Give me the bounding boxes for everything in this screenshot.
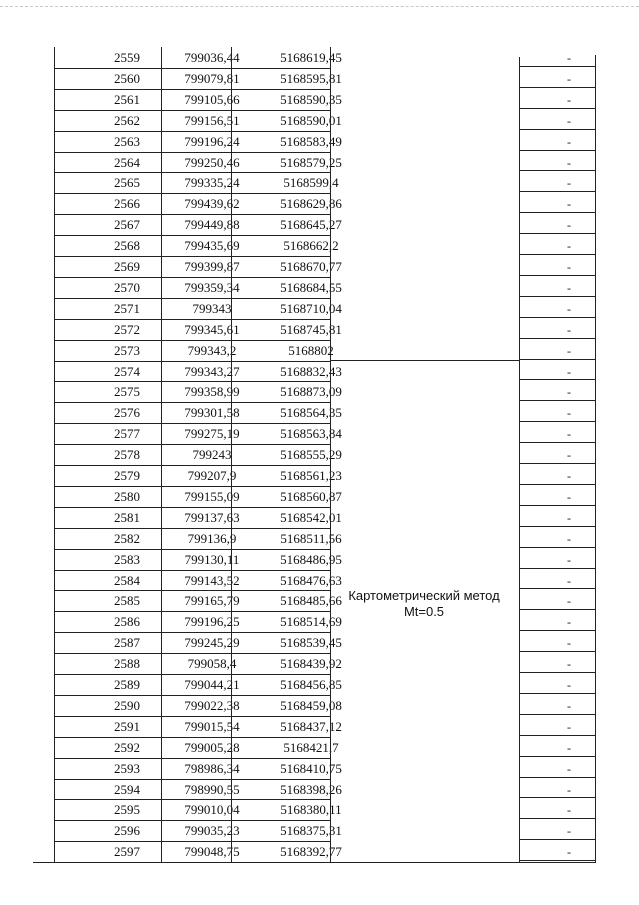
coordinate-y: 5168456,85	[280, 677, 342, 692]
row-divider-right	[519, 756, 596, 757]
row-divider-right	[519, 860, 596, 861]
row-divider-right	[519, 317, 596, 318]
coordinate-y: 5168539,45	[280, 635, 342, 651]
row-divider-right	[519, 191, 596, 192]
coordinate-x: 799250,46	[184, 154, 240, 170]
table-row	[33, 214, 596, 235]
table-row	[33, 820, 596, 841]
coordinate-y: 5168745,81	[280, 321, 342, 337]
row-divider	[54, 277, 330, 278]
table-row	[33, 841, 596, 862]
row-divider-right	[519, 818, 596, 819]
table-row	[33, 235, 596, 256]
coordinate-x: 799010,04	[184, 802, 240, 818]
dash-value: -	[567, 343, 571, 358]
row-divider-right	[519, 777, 596, 778]
table-row	[33, 381, 596, 402]
point-number: 2566	[114, 196, 140, 212]
row-divider-right	[519, 693, 596, 694]
dash-value: -	[567, 531, 571, 546]
row-divider-right	[519, 296, 596, 297]
row-divider-right	[519, 254, 596, 255]
point-number: 2563	[114, 133, 140, 149]
row-divider	[54, 653, 330, 654]
row-divider-right	[519, 87, 596, 88]
point-number: 2590	[114, 697, 140, 713]
table-row	[33, 444, 596, 465]
row-divider-right	[519, 338, 596, 339]
coordinate-y: 5168486,95	[280, 551, 342, 567]
coordinate-x: 799022,38	[184, 697, 240, 713]
dash-value: -	[567, 364, 571, 379]
dash-value: -	[567, 761, 571, 776]
dash-value: -	[567, 803, 571, 818]
coordinate-y: 5168437,12	[280, 718, 342, 734]
coordinate-x: 799245,29	[184, 635, 240, 651]
dash-value: -	[567, 678, 571, 692]
point-number: 2560	[114, 70, 140, 86]
row-divider	[54, 68, 330, 69]
table-row	[33, 131, 596, 152]
coordinate-x: 799345,61	[184, 321, 240, 337]
table-row	[33, 172, 596, 193]
dash-value: -	[567, 134, 571, 149]
row-divider	[54, 695, 330, 696]
column-border-right	[595, 55, 596, 862]
row-divider-right	[519, 526, 596, 527]
table-row	[33, 528, 596, 549]
coordinate-y: 5168583,49	[280, 133, 342, 149]
row-divider-right	[519, 672, 596, 673]
row-divider-right	[519, 463, 596, 464]
coordinate-y: 5168439,92	[280, 656, 342, 672]
row-divider-right	[519, 630, 596, 631]
row-divider	[54, 444, 330, 445]
table-row	[33, 716, 596, 737]
table-row	[33, 152, 596, 173]
coordinate-y: 5168590,01	[280, 112, 342, 128]
dash-value: -	[567, 636, 571, 651]
row-divider-right	[519, 129, 596, 130]
coordinate-y: 5168802	[288, 342, 334, 358]
point-number: 2593	[114, 760, 140, 776]
row-divider-right	[519, 505, 596, 506]
dash-value: -	[567, 573, 571, 588]
coordinate-x: 799243	[192, 447, 232, 463]
dash-value: -	[567, 448, 571, 463]
table-row	[33, 110, 596, 131]
row-divider	[54, 131, 330, 132]
dash-value: -	[567, 510, 571, 525]
row-divider	[54, 214, 330, 215]
dash-value: -	[567, 406, 571, 421]
coordinate-y: 5168684,55	[280, 279, 342, 295]
row-divider	[54, 507, 330, 508]
row-divider	[54, 716, 330, 717]
dash-value: -	[567, 657, 571, 672]
coordinate-y: 5168380,11	[280, 802, 342, 818]
row-divider-right	[519, 484, 596, 485]
point-number: 2589	[114, 677, 140, 692]
column-border-y	[330, 47, 331, 862]
row-divider-right	[519, 588, 596, 589]
coordinate-x: 799136,9	[187, 530, 237, 546]
dash-value: -	[567, 301, 571, 316]
dash-value: -	[567, 176, 571, 191]
row-divider	[54, 402, 330, 403]
point-number: 2572	[114, 321, 140, 337]
row-divider	[54, 611, 330, 612]
coordinate-y: 5168511,56	[280, 530, 342, 546]
point-number: 2584	[114, 572, 140, 588]
coordinate-x: 798986,34	[184, 760, 240, 776]
point-number: 2582	[114, 530, 140, 546]
row-divider	[54, 570, 330, 571]
coordinate-x: 799036,44	[184, 50, 240, 65]
point-number: 2567	[114, 217, 140, 233]
coordinate-x: 799143,52	[184, 572, 240, 588]
point-number: 2581	[114, 509, 140, 525]
row-divider	[54, 486, 330, 487]
row-divider	[54, 841, 330, 842]
point-number: 2561	[114, 91, 140, 107]
method-section-divider	[330, 360, 519, 361]
coordinate-x: 799207,9	[187, 468, 237, 483]
dash-value: -	[567, 280, 571, 295]
row-divider	[54, 737, 330, 738]
dash-value: -	[567, 698, 571, 713]
column-border-left	[54, 47, 55, 862]
coordinate-y: 5168555,29	[280, 447, 342, 463]
dash-value: -	[567, 260, 571, 274]
row-divider	[54, 235, 330, 236]
table-row	[33, 632, 596, 653]
row-divider-right	[519, 150, 596, 151]
table-row	[33, 549, 596, 570]
row-divider-right	[519, 651, 596, 652]
coordinate-x: 799439,62	[184, 196, 240, 212]
coordinate-y: 5168662,2	[283, 238, 339, 254]
point-number: 2580	[114, 488, 140, 504]
dash-value: -	[567, 615, 571, 630]
row-divider	[54, 298, 330, 299]
row-divider	[54, 89, 330, 90]
point-number: 2576	[114, 405, 140, 421]
coordinate-y: 5168645,27	[280, 217, 342, 233]
table-row	[33, 611, 596, 632]
coordinate-x: 799137,63	[184, 509, 240, 525]
row-divider-right	[519, 233, 596, 234]
row-divider	[54, 632, 330, 633]
table-row	[33, 570, 596, 591]
coordinate-y: 5168459,08	[280, 697, 342, 713]
point-number: 2577	[114, 426, 140, 442]
dash-value: -	[567, 469, 571, 483]
dash-value: -	[567, 489, 571, 504]
coordinate-y: 5168560,87	[280, 488, 342, 504]
row-divider	[54, 319, 330, 320]
dash-value: -	[567, 719, 571, 734]
row-divider	[54, 799, 330, 800]
coordinate-y: 5168398,26	[280, 781, 342, 797]
coordinate-x: 799435,69	[184, 238, 240, 254]
row-divider-right	[519, 839, 596, 840]
row-divider-right	[519, 421, 596, 422]
point-number: 2570	[114, 279, 140, 295]
dash-value: -	[567, 71, 571, 86]
table-bottom-border	[33, 862, 596, 863]
table-row	[33, 590, 596, 611]
coordinate-y: 5168375,31	[280, 823, 342, 839]
coordinate-x: 799196,24	[184, 133, 240, 149]
table-row	[33, 779, 596, 800]
point-number: 2594	[114, 781, 140, 797]
row-divider-right	[519, 442, 596, 443]
table-row	[33, 89, 596, 110]
coordinate-y: 5168579,25	[280, 154, 342, 170]
dash-value: -	[567, 427, 571, 442]
table-row	[33, 799, 596, 820]
row-divider	[54, 549, 330, 550]
row-divider	[54, 110, 330, 111]
table-row	[33, 653, 596, 674]
table-row	[33, 340, 596, 361]
dash-value: -	[567, 113, 571, 128]
point-number: 2573	[114, 342, 140, 358]
point-number: 2565	[114, 175, 140, 191]
coordinate-x: 799449,88	[184, 217, 240, 233]
point-number: 2596	[114, 823, 140, 839]
table-row	[33, 402, 596, 423]
point-number: 2574	[114, 363, 140, 379]
coordinate-y: 5168485,66	[280, 593, 342, 609]
point-number: 2575	[114, 384, 140, 400]
method-name: Картометрический метод	[348, 588, 500, 603]
coordinate-y: 5168590,35	[280, 91, 342, 107]
coordinate-y: 5168619,45	[280, 50, 342, 65]
point-number: 2595	[114, 802, 140, 818]
coordinate-y: 5168542,01	[280, 509, 342, 525]
row-divider	[54, 256, 330, 257]
row-divider-right	[519, 108, 596, 109]
row-divider	[54, 758, 330, 759]
row-divider-right	[519, 359, 596, 360]
row-divider-right	[519, 212, 596, 213]
coordinate-x: 799079,81	[184, 70, 240, 86]
table-row	[33, 47, 596, 68]
row-divider	[54, 361, 330, 362]
point-number: 2583	[114, 551, 140, 567]
table-row	[33, 193, 596, 214]
point-number: 2591	[114, 718, 140, 734]
coordinate-x: 799343,27	[184, 363, 240, 379]
row-divider	[54, 152, 330, 153]
table-row	[33, 423, 596, 444]
row-divider-right	[519, 714, 596, 715]
coordinate-x: 799035,23	[184, 823, 240, 839]
coordinate-y: 5168392,77	[280, 844, 342, 860]
dash-value: -	[567, 218, 571, 233]
scan-edge-line	[0, 6, 639, 8]
coordinate-y: 5168421,7	[283, 739, 339, 755]
coordinate-y: 5168832,43	[280, 363, 342, 379]
row-divider-right	[519, 170, 596, 171]
table-row	[33, 256, 596, 277]
coordinate-x: 799165,79	[184, 593, 240, 609]
coordinate-y: 5168564,35	[280, 405, 342, 421]
coordinate-y: 5168670,77	[280, 259, 342, 274]
coordinate-x: 799130,11	[184, 551, 240, 567]
row-divider	[54, 820, 330, 821]
point-number: 2562	[114, 112, 140, 128]
coordinate-y: 5168561,23	[280, 468, 342, 483]
coordinate-x: 799105,66	[184, 91, 240, 107]
coordinate-y: 5168514,69	[280, 614, 342, 630]
coordinates-table	[33, 47, 596, 862]
coordinate-x: 799359,34	[184, 279, 240, 295]
dash-value: -	[567, 845, 571, 860]
table-row	[33, 695, 596, 716]
point-number: 2597	[114, 844, 140, 860]
coordinate-y: 5168873,09	[280, 384, 342, 400]
coordinate-x: 799343	[192, 300, 232, 316]
row-divider	[54, 674, 330, 675]
table-row	[33, 486, 596, 507]
table-row	[33, 68, 596, 89]
coordinate-x: 799196,25	[184, 614, 240, 630]
point-number: 2586	[114, 614, 140, 630]
row-divider	[54, 590, 330, 591]
table-row	[33, 507, 596, 528]
row-divider-right	[519, 797, 596, 798]
row-divider-right	[519, 275, 596, 276]
coordinate-y: 5168629,86	[280, 196, 342, 212]
dash-value: -	[567, 239, 571, 254]
table-row	[33, 319, 596, 340]
row-divider	[54, 381, 330, 382]
column-border-num	[161, 47, 162, 862]
coordinate-x: 799358,99	[184, 384, 240, 400]
table-row	[33, 758, 596, 779]
coordinate-y: 5168563,84	[280, 426, 342, 442]
coordinate-x: 799044,21	[184, 677, 240, 692]
dash-value: -	[567, 51, 571, 65]
point-number: 2571	[114, 300, 140, 316]
dash-value: -	[567, 322, 571, 337]
point-number: 2564	[114, 154, 140, 170]
coordinate-y: 5168599,4	[283, 175, 339, 191]
row-divider-right	[519, 735, 596, 736]
coordinate-x: 799343,2	[187, 342, 237, 358]
row-divider	[54, 528, 330, 529]
coordinate-x: 799156,51	[184, 112, 240, 128]
point-number: 2579	[114, 468, 140, 483]
dash-value: -	[567, 782, 571, 797]
coordinate-x: 799275,19	[184, 426, 240, 442]
row-divider	[54, 172, 330, 173]
point-number: 2559	[114, 50, 140, 65]
row-divider	[54, 423, 330, 424]
row-divider	[54, 340, 330, 341]
coordinate-x: 799399,87	[184, 259, 240, 274]
coordinate-x: 799005,28	[184, 739, 240, 755]
method-accuracy: Mt=0.5	[403, 604, 445, 619]
row-divider-right	[519, 547, 596, 548]
coordinate-x: 799058,4	[187, 656, 237, 672]
table-row	[33, 465, 596, 486]
coordinate-y: 5168410,75	[280, 760, 342, 776]
dash-value: -	[567, 740, 571, 755]
table-row	[33, 298, 596, 319]
coordinate-x: 798990,55	[184, 781, 240, 797]
point-number: 2592	[114, 739, 140, 755]
dash-value: -	[567, 594, 571, 609]
row-divider-right	[519, 400, 596, 401]
coordinate-x: 799048,75	[184, 844, 240, 860]
coordinate-y: 5168595,81	[280, 70, 342, 86]
column-border-x	[231, 47, 232, 862]
row-divider	[54, 779, 330, 780]
table-row	[33, 277, 596, 298]
point-number: 2568	[114, 238, 140, 254]
row-divider	[54, 465, 330, 466]
coordinate-x: 799301,58	[184, 405, 240, 421]
dash-value: -	[567, 155, 571, 170]
column-border-method	[519, 57, 520, 862]
table-row	[33, 737, 596, 758]
point-number: 2588	[114, 656, 140, 672]
coordinate-x: 799155,09	[184, 488, 240, 504]
coordinate-y: 5168710,04	[280, 300, 342, 316]
dash-value: -	[567, 197, 571, 212]
row-divider-right	[519, 609, 596, 610]
dash-value: -	[567, 552, 571, 567]
row-divider	[54, 193, 330, 194]
point-number: 2569	[114, 259, 140, 274]
row-divider-right	[519, 379, 596, 380]
point-number: 2587	[114, 635, 140, 651]
dash-value: -	[567, 385, 571, 400]
coordinate-x: 799015,54	[184, 718, 240, 734]
row-divider-right	[519, 568, 596, 569]
dash-value: -	[567, 824, 571, 839]
row-divider-right	[519, 66, 596, 67]
dash-value: -	[567, 92, 571, 107]
point-number: 2578	[114, 447, 140, 463]
coordinate-y: 5168476,63	[280, 572, 342, 588]
coordinate-x: 799335,24	[184, 175, 240, 191]
point-number: 2585	[114, 593, 140, 609]
table-row	[33, 361, 596, 382]
table-row	[33, 674, 596, 695]
